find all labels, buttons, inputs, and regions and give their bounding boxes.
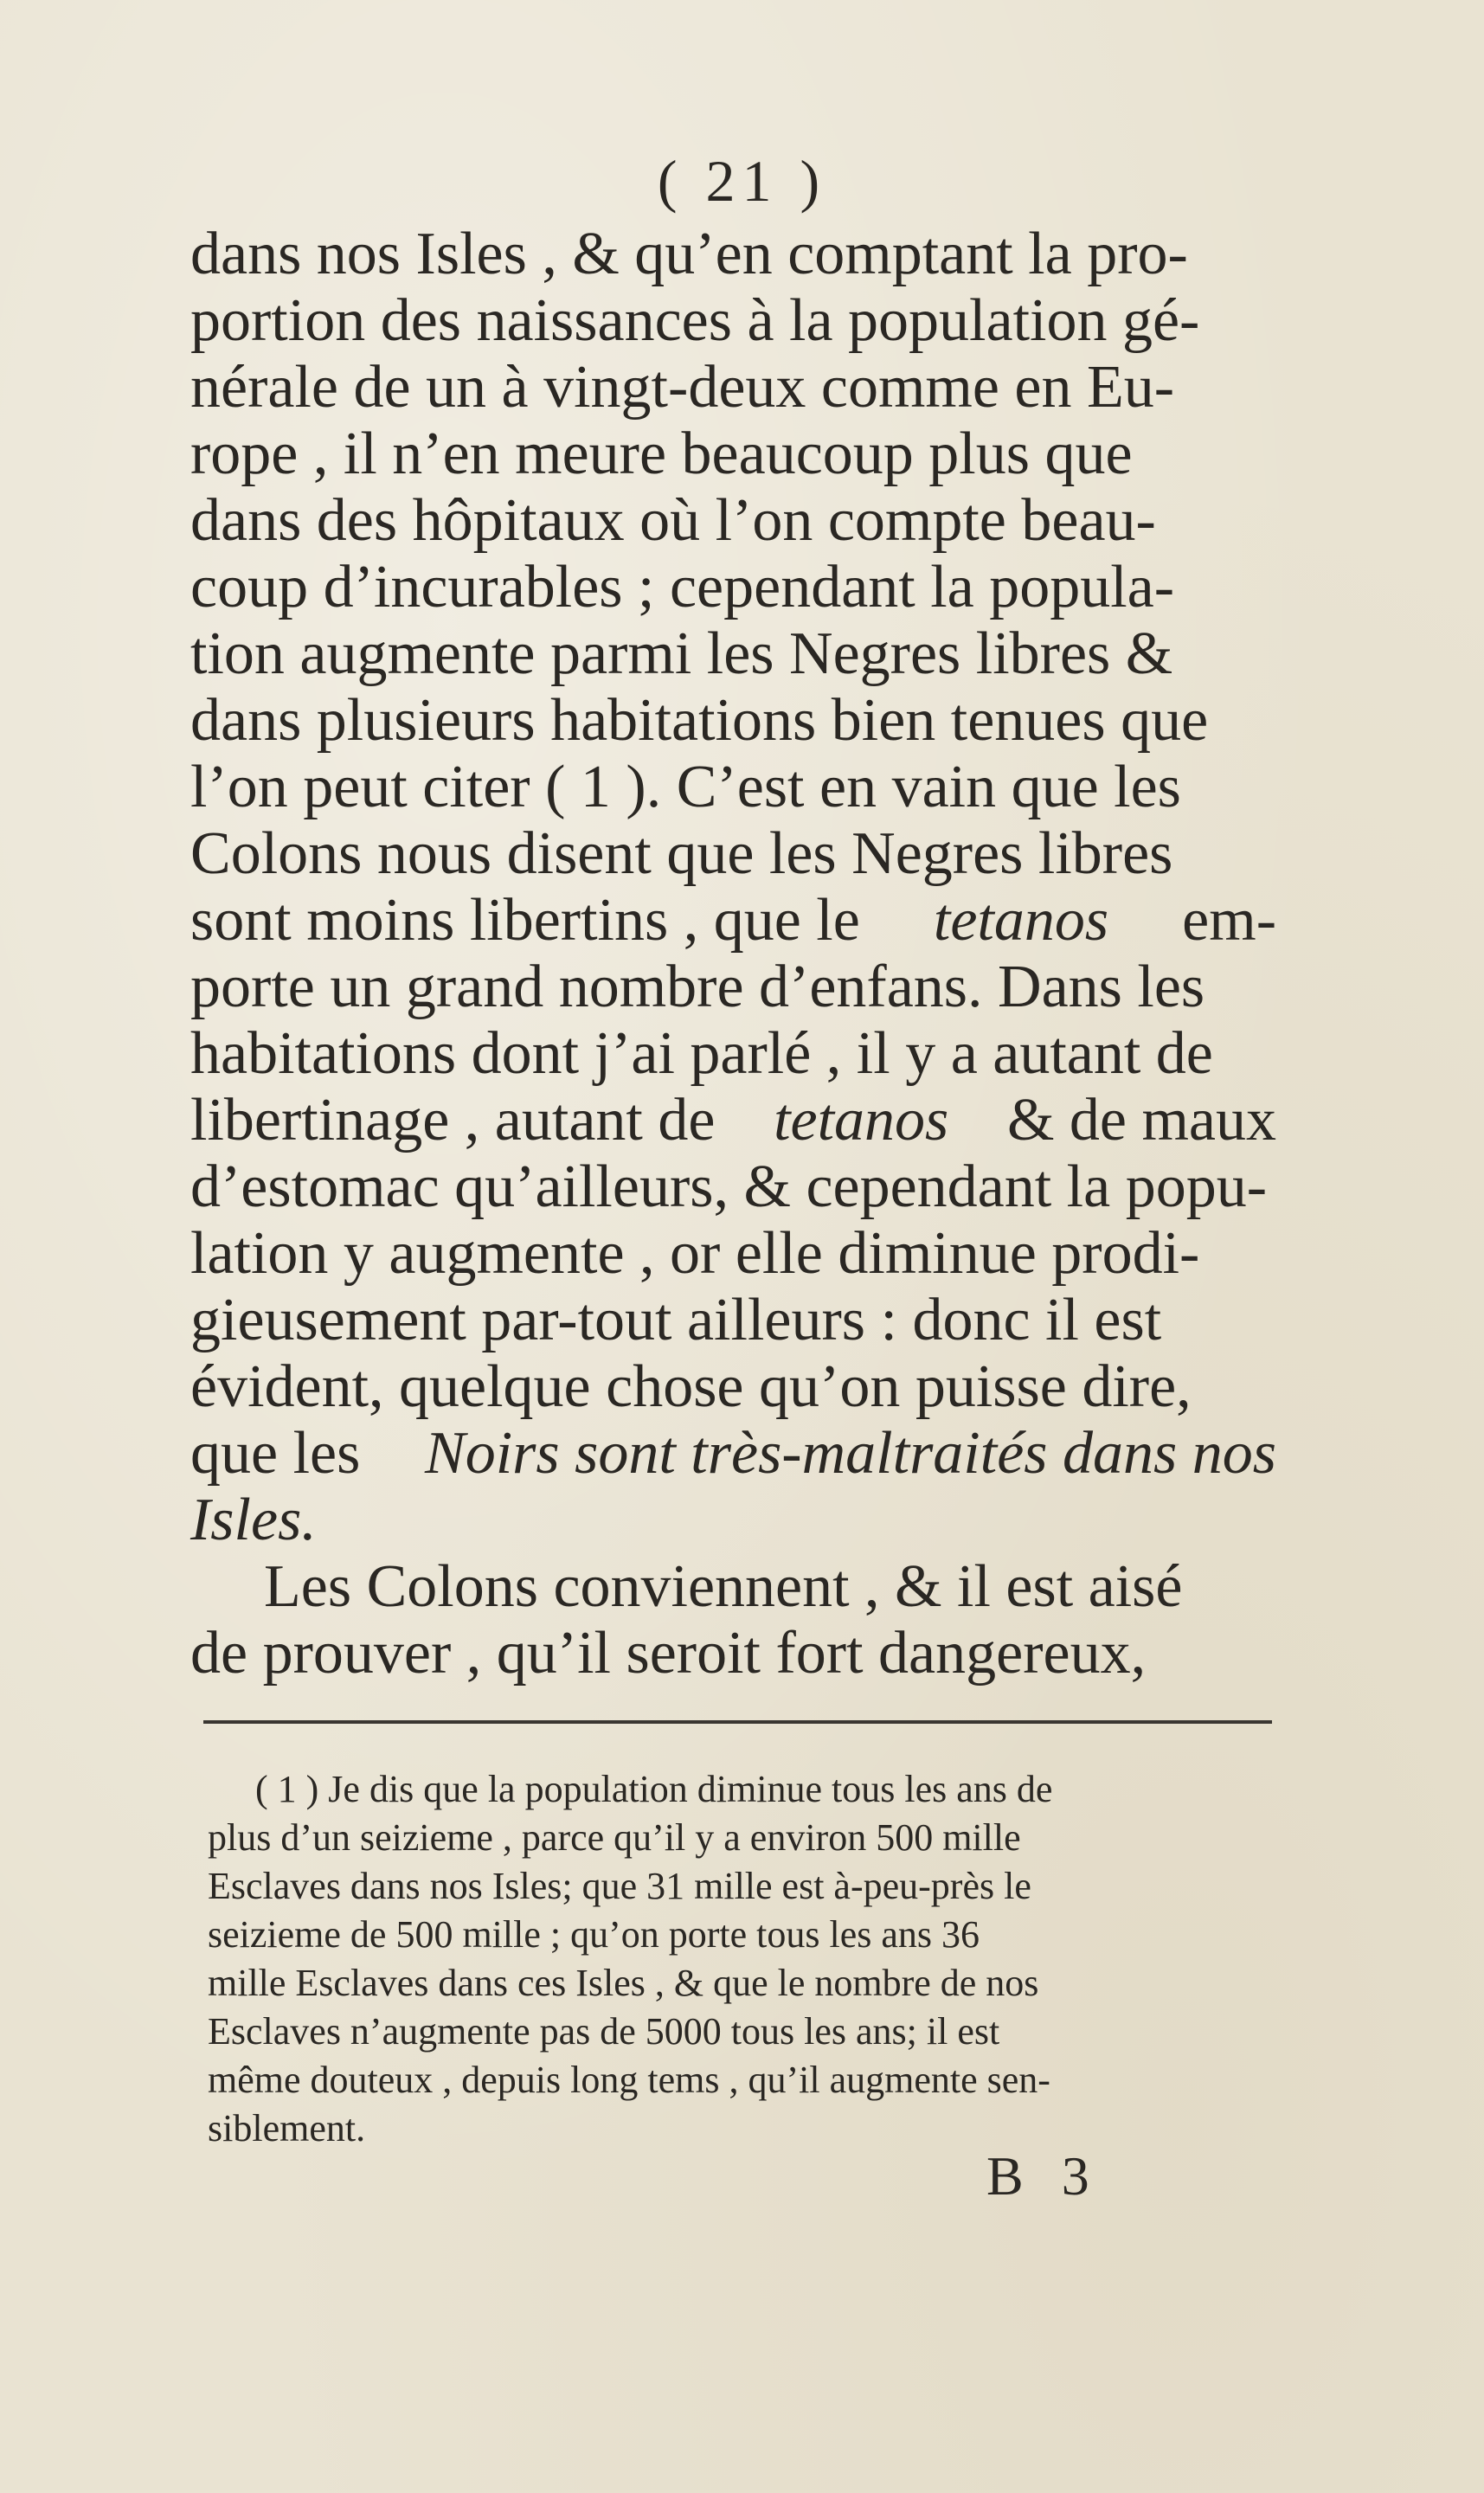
text-line: évident, quelque chose qu’on puisse dire, xyxy=(190,1353,1192,1420)
text-line: coup d’incurables ; cependant la popula- xyxy=(190,554,1175,620)
text-line: Colons nous disent que les Negres libres xyxy=(190,820,1173,887)
text-segment: em- xyxy=(1182,887,1276,954)
footnote-line: seizieme de 500 mille ; qu’on porte tous les ans 36 xyxy=(208,1913,980,1956)
text-line xyxy=(190,1087,1276,1153)
text-segment: libertinage , autant de xyxy=(190,1087,716,1153)
page-number: ( 21 ) xyxy=(657,148,827,214)
footnote-line: mille Esclaves dans ces Isles , & que le nombre de nos xyxy=(208,1962,1039,2004)
text-line xyxy=(190,1420,1276,1487)
text-line: dans nos Isles , & qu’en comptant la pro- xyxy=(190,221,1188,287)
footnote-divider xyxy=(203,1720,1272,1724)
text-line: dans plusieurs habitations bien tenues que xyxy=(190,687,1209,754)
text-segment: sont moins libertins , que le xyxy=(190,887,860,954)
text-line: Les Colons conviennent , & il est aisé xyxy=(264,1553,1183,1620)
text-line: l’on peut citer ( 1 ). C’est en vain que les xyxy=(190,754,1181,820)
italic-phrase: Noirs sont très-maltraités dans nos xyxy=(425,1420,1276,1487)
text-line: porte un grand nombre d’enfans. Dans les xyxy=(190,954,1205,1020)
text-line: d’estomac qu’ailleurs, & cependant la popu- xyxy=(190,1153,1268,1220)
footnote-line: siblement. xyxy=(208,2107,366,2149)
italic-term: tetanos xyxy=(933,887,1109,954)
main-text xyxy=(190,221,1276,1687)
text-line: rope , il n’en meure beaucoup plus que xyxy=(190,421,1133,487)
text-line: tion augmente parmi les Negres libres & xyxy=(190,620,1173,687)
italic-phrase: Isles. xyxy=(190,1487,317,1553)
text-line: gieusement par-tout ailleurs : donc il est xyxy=(190,1287,1162,1353)
text-line: dans des hôpitaux où l’on compte beau- xyxy=(190,487,1156,554)
signature-mark: B 3 xyxy=(986,2145,1102,2207)
text-line: habitations dont j’ai parlé , il y a autant de xyxy=(190,1020,1213,1087)
italic-term: tetanos xyxy=(774,1087,949,1153)
text-segment: & de maux xyxy=(1006,1087,1276,1153)
footnote xyxy=(208,1765,1281,2153)
text-segment: que les xyxy=(190,1420,361,1487)
text-line xyxy=(190,887,1276,954)
text-line: de prouver , qu’il seroit fort dangereux, xyxy=(190,1620,1147,1687)
footnote-line: Esclaves dans nos Isles; que 31 mille est à-peu-près le xyxy=(208,1865,1031,1907)
text-line: nérale de un à vingt-deux comme en Eu- xyxy=(190,354,1175,421)
footnote-line: même douteux , depuis long tems , qu’il augmente sen- xyxy=(208,2059,1050,2101)
text-line xyxy=(190,1487,1276,1553)
footnote-line: Esclaves n’augmente pas de 5000 tous les ans; il est xyxy=(208,2010,1000,2053)
footnote-line: plus d’un seizieme , parce qu’il y a environ 500 mille xyxy=(208,1816,1021,1859)
text-line: portion des naissances à la population gé- xyxy=(190,287,1200,354)
text-line: lation y augmente , or elle diminue prodi- xyxy=(190,1220,1200,1287)
footnote-line: ( 1 ) Je dis que la population diminue tous les ans de xyxy=(255,1768,1053,1810)
